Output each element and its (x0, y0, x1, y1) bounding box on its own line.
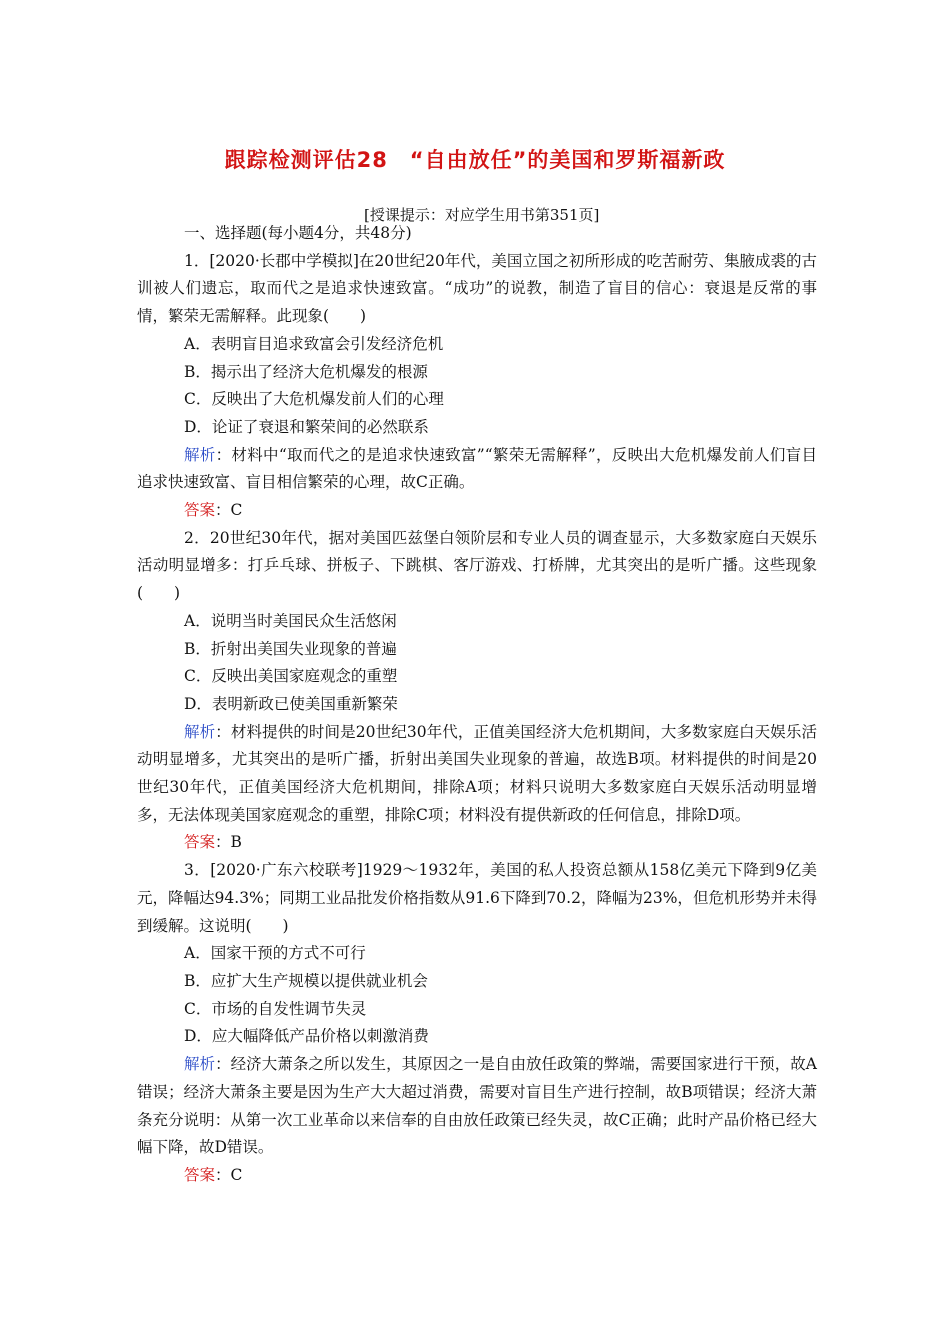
analysis (137, 442, 817, 497)
question-3 (137, 857, 817, 1189)
option-b: B．应扩大生产规模以提供就业机会 (184, 971, 428, 990)
textbook-hint: [授课提示：对应学生用书第351页] (364, 206, 600, 224)
question-2 (137, 525, 817, 857)
option-a: A．说明当时美国民众生活悠闲 (184, 611, 397, 630)
page-title: 跟踪检测评估28 “自由放任”的美国和罗斯福新政 (224, 148, 726, 172)
answer-label: 答案 (184, 1165, 216, 1184)
answer-text: ：C (215, 1165, 243, 1184)
answer (137, 829, 817, 857)
question-stem: 1．[2020·长郡中学模拟]在20世纪20年代，美国立国之初所形成的吃苦耐劳、集腋成裘的古训被人们遗忘，取而代之是追求快速致富。“成功”的说教，制造了盲目的信心：衰退是反常的事情，繁荣无需解释。此现象( ) (137, 251, 817, 326)
answer (137, 1162, 817, 1190)
option-b: B．揭示出了经济大危机爆发的根源 (184, 362, 428, 381)
answer-label: 答案 (184, 833, 216, 852)
question-stem: 3．[2020·广东六校联考]1929～1932年，美国的私人投资总额从158亿美元下降到9亿美元，降幅达94.3%；同期工业品批发价格指数从91.6下降到70.2，降幅为23%，但危机形势并未得到缓解。这说明( ) (137, 861, 817, 935)
option-d: D．表明新政已使美国重新繁荣 (184, 694, 398, 713)
option-b: B．折射出美国失业现象的普遍 (184, 639, 397, 658)
option-c: C．反映出了大危机爆发前人们的心理 (184, 390, 444, 409)
option-a: A．表明盲目追求致富会引发经济危机 (184, 334, 444, 353)
question-1 (137, 248, 817, 525)
analysis-label: 解析 (184, 1055, 216, 1074)
option-a: A．国家干预的方式不可行 (184, 944, 366, 963)
answer-text: ：B (215, 833, 242, 852)
option-c: C．市场的自发性调节失灵 (184, 999, 367, 1018)
answer-label: 答案 (184, 501, 216, 520)
option-d: D．应大幅降低产品价格以刺激消费 (184, 1027, 429, 1046)
section-heading: 一、选择题(每小题4分，共48分) (184, 224, 412, 242)
option-d: D．论证了衰退和繁荣间的必然联系 (184, 417, 429, 436)
analysis-text: ：经济大萧条之所以发生，其原因之一是自由放任政策的弊端，需要国家进行干预，故A错误；经济大萧条主要是因为生产大大超过消费，需要对盲目生产进行控制，故B项错误；经济大萧条充分说明：从第一次工业革命以来信奉的自由放任政策已经失灵，故C正确；此时产品价格已经大幅下降，故D错误。 (137, 1055, 817, 1157)
analysis-label: 解析 (184, 722, 216, 741)
option-c: C．反映出美国家庭观念的重塑 (184, 667, 398, 686)
question-list (137, 220, 817, 1190)
question-stem: 2．20世纪30年代，据对美国匹兹堡白领阶层和专业人员的调查显示，大多数家庭白天娱乐活动明显增多：打乒乓球、拼板子、下跳棋、客厅游戏、打桥牌，尤其突出的是听广播。这些现象( ) (137, 528, 817, 603)
answer-text: ：C (215, 501, 243, 520)
analysis (137, 719, 817, 830)
answer (137, 497, 817, 525)
analysis (137, 1051, 817, 1162)
analysis-text: ：材料提供的时间是20世纪30年代，正值美国经济大危机期间，大多数家庭白天娱乐活动明显增多，尤其突出的是听广播，折射出美国失业现象的普遍，故选B项。材料提供的时间是20世纪30年代，正值美国经济大危机期间，排除A项；材料只说明大多数家庭白天娱乐活动明显增多，无法体现美国家庭观念的重塑，排除C项；材料没有提供新政的任何信息，排除D项。 (137, 722, 817, 824)
analysis-label: 解析 (184, 445, 216, 464)
analysis-text: ：材料中“取而代之的是追求快速致富”“繁荣无需解释”，反映出大危机爆发前人们盲目追求快速致富、盲目相信繁荣的心理，故C正确。 (137, 445, 817, 492)
